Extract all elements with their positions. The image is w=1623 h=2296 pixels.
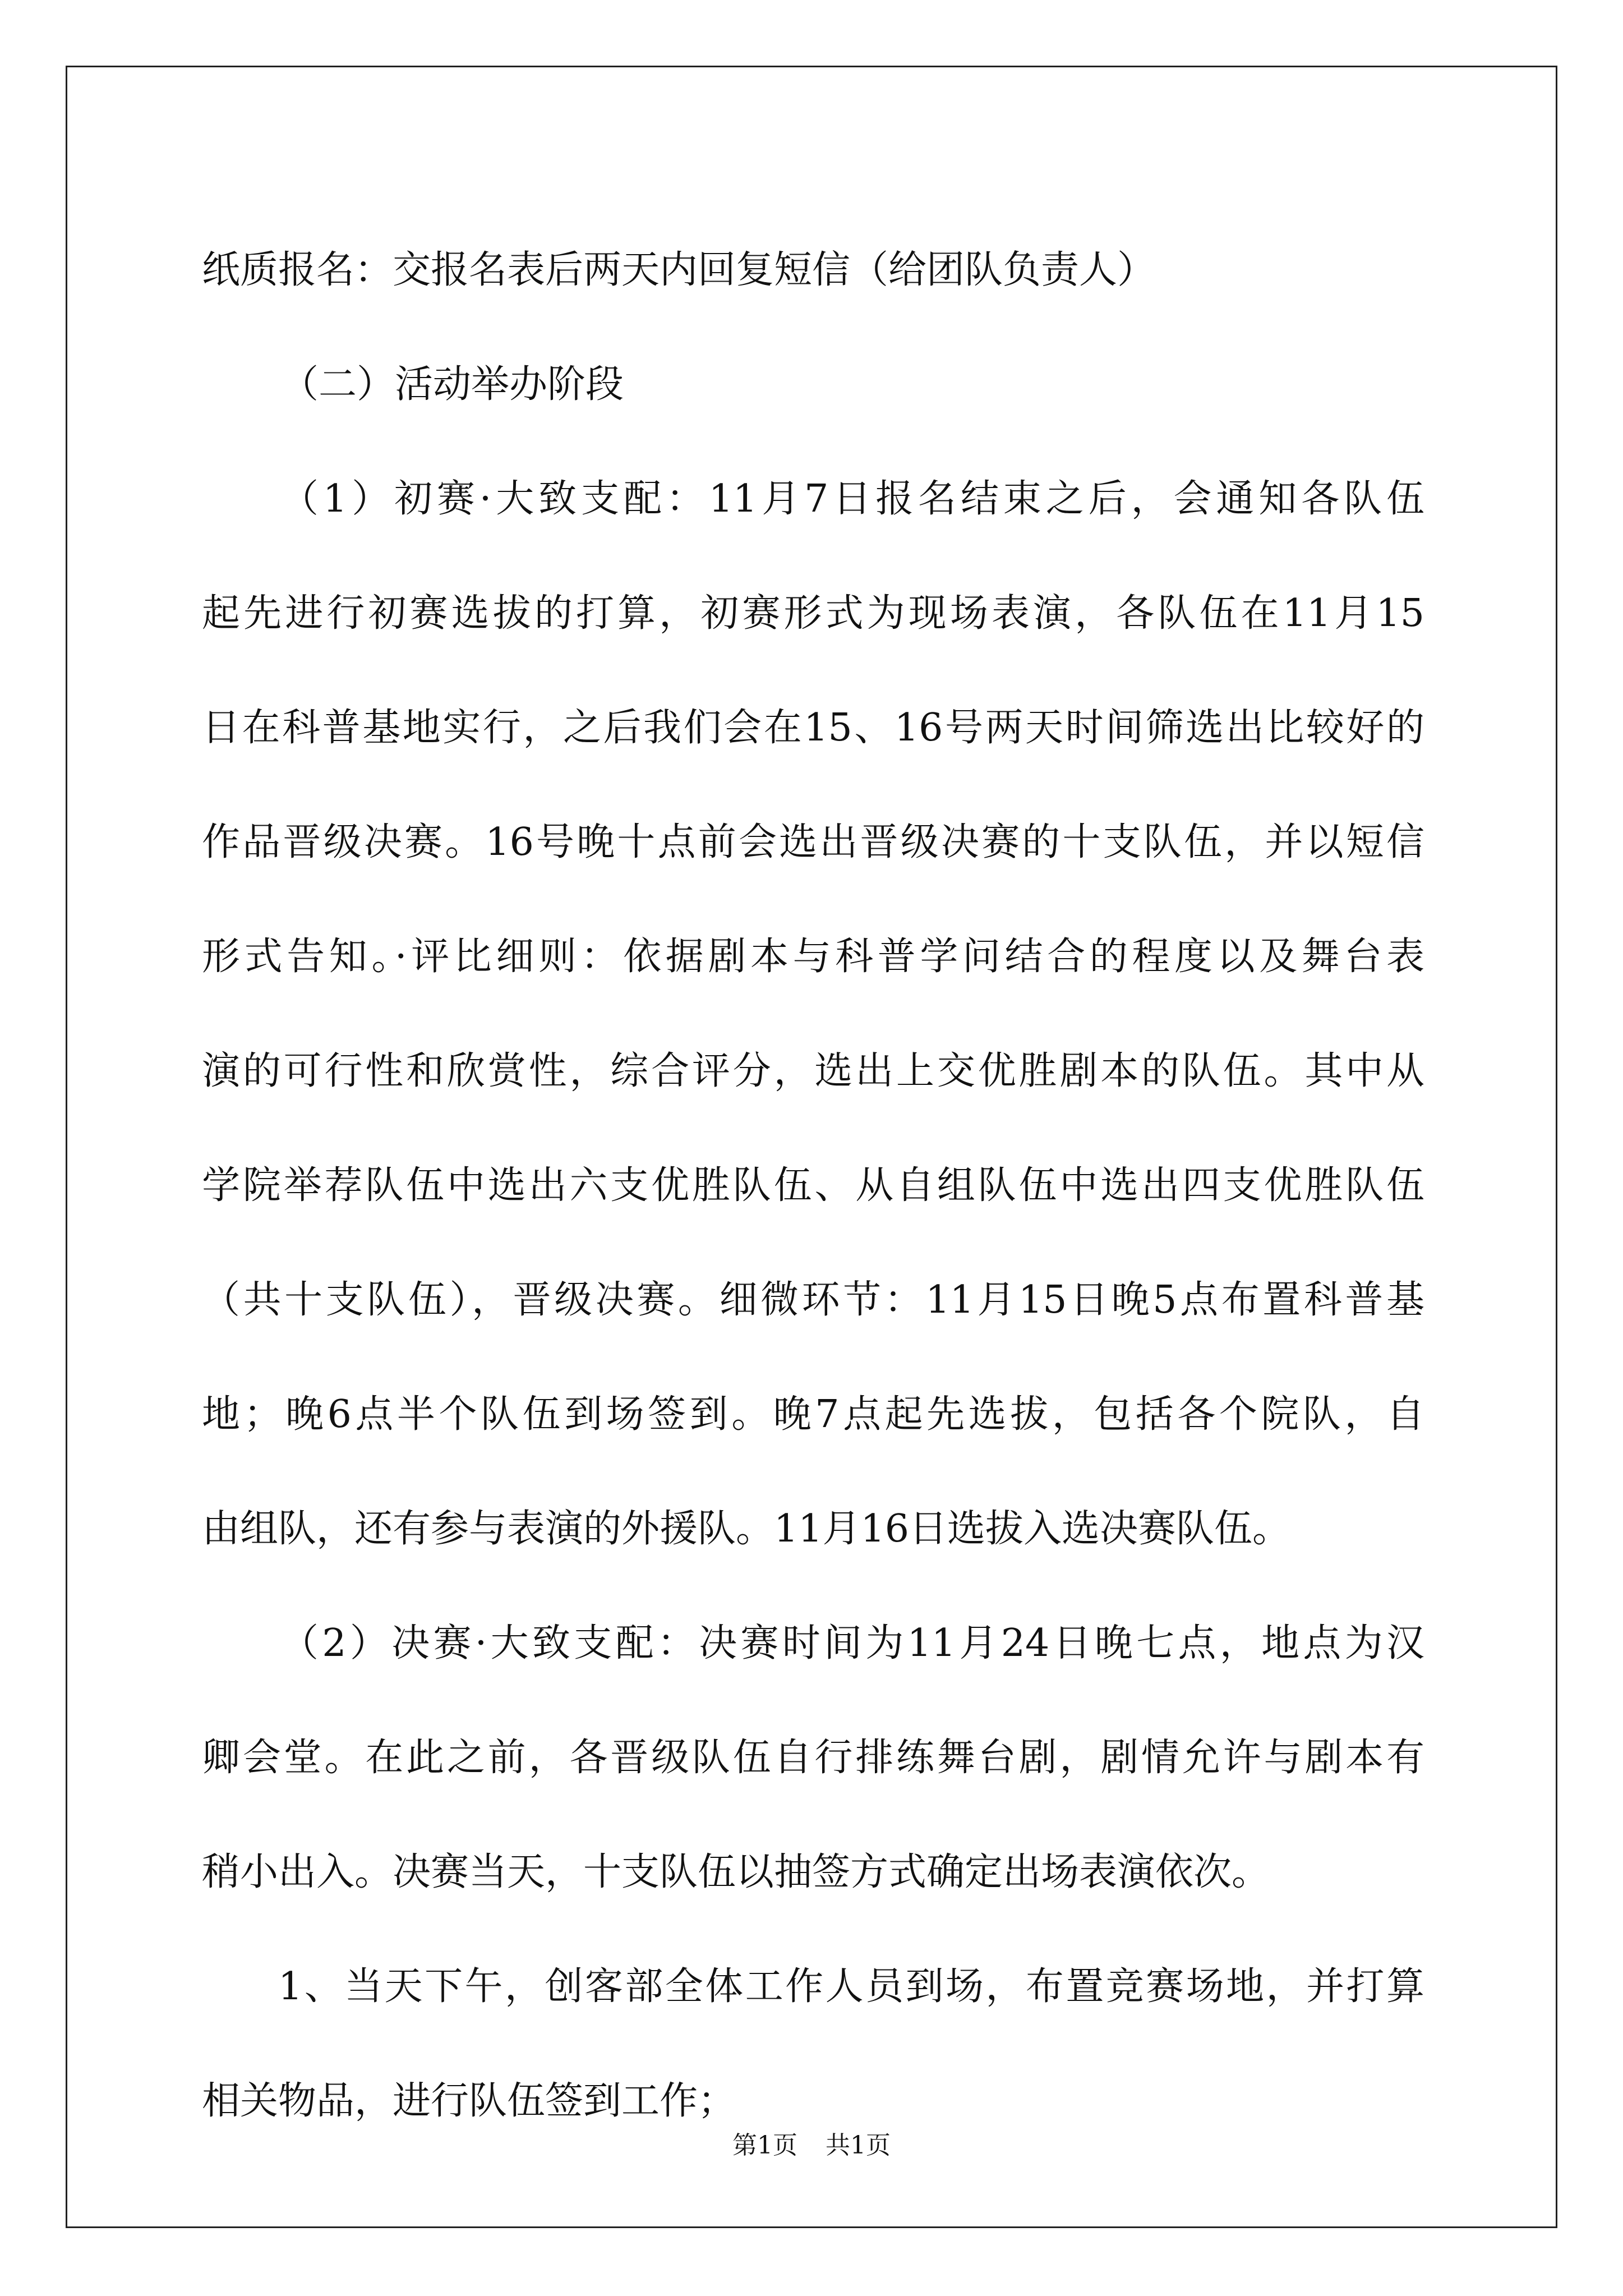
document-body bbox=[202, 213, 1424, 2159]
paragraph-line: 学院举荐队伍中选出六支优胜队伍、从自组队伍中选出四支优胜队伍 bbox=[202, 1163, 1424, 1208]
paragraph-line: 稍小出入。决赛当天，十支队伍以抽签方式确定出场表演依次。 bbox=[202, 1850, 1270, 1894]
paragraph-line: 相关物品，进行队伍签到工作； bbox=[202, 2079, 736, 2123]
page-number: 第1页 bbox=[732, 2131, 797, 2160]
section-heading: （二）活动举办阶段 bbox=[280, 362, 624, 407]
paragraph-line: 卿会堂。在此之前，各晋级队伍自行排练舞台剧，剧情允许与剧本有 bbox=[202, 1736, 1424, 1780]
paragraph-line: 演的可行性和欣赏性，综合评分，选出上交优胜剧本的队伍。其中从 bbox=[202, 1049, 1424, 1093]
paragraph-line: （1）初赛·大致支配：11月7日报名结束之后，会通知各队伍 bbox=[280, 477, 1424, 521]
paragraph-line: 地；晚6点半个队伍到场签到。晚7点起先选拔，包括各个院队，自 bbox=[202, 1392, 1424, 1437]
paragraph-line: 形式告知。·评比细则：依据剧本与科普学问结合的程度以及舞台表 bbox=[202, 935, 1424, 979]
paragraph-line: 1、当天下午，创客部全体工作人员到场，布置竞赛场地，并打算 bbox=[278, 1964, 1424, 2009]
page-total: 共1页 bbox=[826, 2131, 891, 2160]
paragraph-line: 起先进行初赛选拔的打算，初赛形式为现场表演，各队伍在11月15 bbox=[202, 591, 1424, 636]
paragraph-line: （2）决赛·大致支配：决赛时间为11月24日晚七点，地点为汉 bbox=[280, 1621, 1424, 1665]
paragraph-line: 纸质报名：交报名表后两天内回复短信（给团队负责人） bbox=[202, 248, 1156, 292]
paragraph-line: （共十支队伍），晋级决赛。细微环节：11月15日晚5点布置科普基 bbox=[202, 1278, 1424, 1322]
paragraph-line: 日在科普基地实行，之后我们会在15、16号两天时间筛选出比较好的 bbox=[202, 706, 1424, 750]
page-footer bbox=[0, 2129, 1623, 2162]
paragraph-line: 作品晋级决赛。16号晚十点前会选出晋级决赛的十支队伍，并以短信 bbox=[202, 820, 1424, 864]
paragraph-line: 由组队，还有参与表演的外援队。11月16日选拔入选决赛队伍。 bbox=[202, 1507, 1291, 1551]
